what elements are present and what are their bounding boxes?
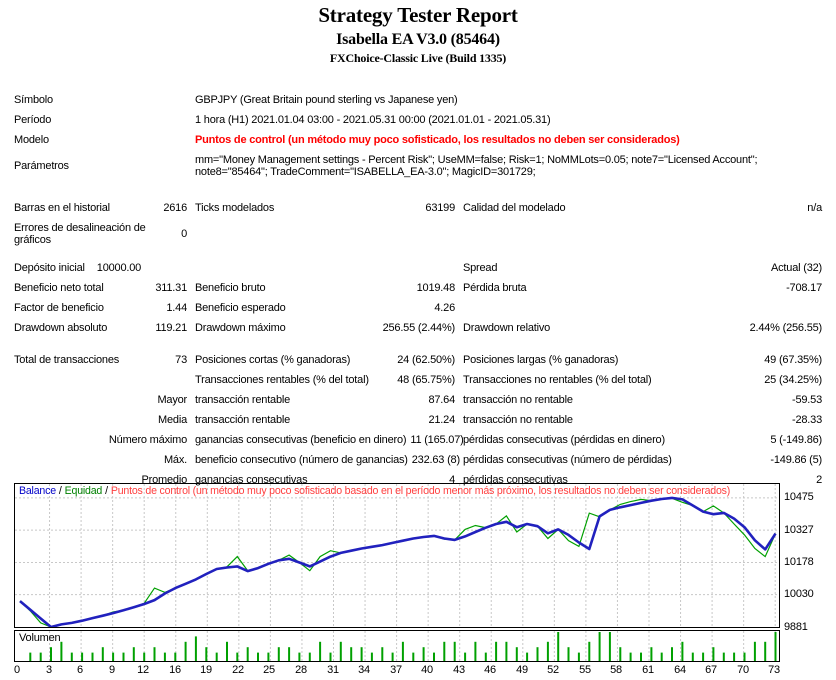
info-row-label-cell bbox=[14, 114, 187, 126]
stat-value: 21.24 bbox=[428, 414, 455, 426]
y-axis-label: 10178 bbox=[784, 556, 814, 568]
stats-row bbox=[14, 218, 822, 250]
stat-label: beneficio consecutivo (número de ganancias) bbox=[195, 454, 408, 466]
stat-label: Errores de desalineación de gráficos bbox=[14, 222, 146, 246]
info-row bbox=[14, 130, 822, 150]
spacer bbox=[14, 250, 822, 258]
stat-value: 1019.48 bbox=[416, 282, 455, 294]
stat-label: pérdidas consecutivas (número de pérdidas) bbox=[463, 454, 672, 466]
stats-pair bbox=[14, 222, 187, 246]
stat-label: pérdidas consecutivas bbox=[463, 474, 568, 486]
balance-chart-svg bbox=[15, 484, 779, 627]
stats-pair bbox=[14, 414, 187, 426]
stat-value: 48 (65.75%) bbox=[397, 374, 455, 386]
volume-label: Volumen bbox=[19, 632, 61, 644]
stat-value: -28.33 bbox=[792, 414, 822, 426]
x-axis-label: 34 bbox=[358, 664, 370, 676]
x-axis-label: 40 bbox=[421, 664, 433, 676]
info-row bbox=[14, 150, 822, 182]
stats-pair bbox=[187, 414, 455, 426]
stat-value: 2.44% (256.55) bbox=[749, 322, 822, 334]
stat-label: Drawdown relativo bbox=[463, 322, 551, 334]
stat-label: transacción no rentable bbox=[463, 414, 573, 426]
stats-pair bbox=[455, 374, 822, 386]
x-axis-label: 61 bbox=[642, 664, 654, 676]
stats-pair bbox=[455, 394, 822, 406]
x-axis-label: 28 bbox=[295, 664, 307, 676]
info-value: mm="Money Management settings - Percent Risk"; UseMM=false; Risk=1; NoMMLots=0.05; note7="Licensed Account"; note8="85464"; TradeComment="ISABELLA_EA-3.0"; MagicID=301729; bbox=[195, 154, 758, 178]
stats-pair bbox=[187, 454, 460, 466]
stats-pair bbox=[187, 354, 455, 366]
stat-label: Total de transacciones bbox=[14, 354, 120, 366]
stat-value: n/a bbox=[807, 202, 822, 214]
stat-value: 24 (62.50%) bbox=[397, 354, 455, 366]
stat-label: pérdidas consecutivas (pérdidas en dinero) bbox=[463, 434, 665, 446]
stat-label: Drawdown absoluto bbox=[14, 322, 108, 334]
x-axis-label: 64 bbox=[674, 664, 686, 676]
x-axis-label: 9 bbox=[109, 664, 115, 676]
stats-row bbox=[14, 318, 822, 338]
stat-value: Mayor bbox=[157, 394, 187, 406]
stats-pair bbox=[455, 354, 822, 366]
stat-value: -59.53 bbox=[792, 394, 822, 406]
stat-label: Beneficio bruto bbox=[195, 282, 266, 294]
legend-balance-label: Balance bbox=[19, 485, 56, 497]
balance-chart-panel bbox=[14, 483, 780, 628]
stats-pair bbox=[14, 282, 187, 294]
info-row bbox=[14, 90, 822, 110]
spacer bbox=[14, 338, 822, 350]
stat-value: 5 (-149.86) bbox=[770, 434, 822, 446]
stat-label: transacción rentable bbox=[195, 394, 291, 406]
stats-pair bbox=[455, 414, 822, 426]
stat-label: Drawdown máximo bbox=[195, 322, 286, 334]
stat-value: 311.31 bbox=[155, 282, 187, 294]
stats-row bbox=[14, 370, 822, 390]
stat-value: 0 bbox=[181, 228, 187, 240]
y-axis-label: 9881 bbox=[784, 621, 808, 633]
info-label: Período bbox=[14, 114, 52, 126]
y-axis-label: 10475 bbox=[784, 491, 814, 503]
ea-name: Isabella EA V3.0 (85464) bbox=[336, 31, 500, 48]
info-row-label-cell bbox=[14, 160, 187, 172]
info-row bbox=[14, 110, 822, 130]
stat-label: Posiciones largas (% ganadoras) bbox=[463, 354, 619, 366]
stat-value: 11 (165.07) bbox=[410, 434, 464, 446]
info-label: Parámetros bbox=[14, 160, 69, 172]
info-value: GBPJPY (Great Britain pound sterling vs Japanese yen) bbox=[195, 94, 458, 106]
stat-label: Pérdida bruta bbox=[463, 282, 527, 294]
x-axis-label: 3 bbox=[46, 664, 52, 676]
x-axis-label: 49 bbox=[516, 664, 528, 676]
x-axis-label: 6 bbox=[77, 664, 83, 676]
stat-value: 10000.00 bbox=[96, 262, 142, 274]
x-axis-label: 58 bbox=[610, 664, 622, 676]
stat-label: transacción no rentable bbox=[463, 394, 573, 406]
stat-value: 73 bbox=[175, 354, 187, 366]
info-row-label-cell bbox=[14, 134, 187, 146]
spacer bbox=[14, 182, 822, 190]
stats-pair bbox=[455, 202, 822, 214]
stats-pair bbox=[14, 354, 187, 366]
stats-row bbox=[14, 198, 822, 218]
y-axis-label: 10030 bbox=[784, 588, 814, 600]
stats-row bbox=[14, 430, 822, 450]
info-row-label-cell bbox=[14, 94, 187, 106]
stats-row bbox=[14, 410, 822, 430]
stats-pair bbox=[455, 454, 822, 466]
stat-label: Beneficio neto total bbox=[14, 282, 104, 294]
stats-pair bbox=[455, 434, 822, 446]
stats-pair bbox=[187, 202, 455, 214]
info-label: Símbolo bbox=[14, 94, 53, 106]
x-axis-label: 19 bbox=[200, 664, 212, 676]
stat-label: Posiciones cortas (% ganadoras) bbox=[195, 354, 351, 366]
chart-legend bbox=[19, 485, 777, 497]
stats-pair bbox=[187, 374, 455, 386]
x-axis-label: 67 bbox=[705, 664, 717, 676]
stats-pair bbox=[455, 262, 822, 274]
report-header bbox=[0, 2, 836, 66]
stat-value: Máx. bbox=[163, 454, 187, 466]
x-axis-label: 25 bbox=[263, 664, 275, 676]
stats-pair bbox=[455, 322, 822, 334]
stats-pair bbox=[14, 394, 187, 406]
stats-row bbox=[14, 390, 822, 410]
spacer bbox=[14, 190, 822, 198]
stat-label: ganancias consecutivas bbox=[195, 474, 308, 486]
stat-value: Actual (32) bbox=[771, 262, 822, 274]
stats-row bbox=[14, 450, 822, 470]
legend-separator: / bbox=[58, 485, 62, 497]
stat-value: 119.21 bbox=[155, 322, 187, 334]
x-axis-label: 43 bbox=[453, 664, 465, 676]
stat-value: -149.86 (5) bbox=[770, 454, 822, 466]
legend-equity-label: Equidad bbox=[64, 485, 103, 497]
report-title: Strategy Tester Report bbox=[318, 3, 518, 27]
stat-value: Media bbox=[158, 414, 187, 426]
x-axis-label: 12 bbox=[137, 664, 149, 676]
stat-label: transacción rentable bbox=[195, 414, 291, 426]
stat-value: Número máximo bbox=[108, 434, 187, 446]
stat-label: ganancias consecutivas (beneficio en dinero) bbox=[195, 434, 407, 446]
stat-value: Promedio bbox=[141, 474, 187, 486]
stats-row bbox=[14, 278, 822, 298]
stats-pair bbox=[187, 394, 455, 406]
x-axis-label: 0 bbox=[14, 664, 20, 676]
stat-label: Factor de beneficio bbox=[14, 302, 104, 314]
stat-value: 2616 bbox=[163, 202, 187, 214]
stat-value: 87.64 bbox=[428, 394, 455, 406]
volume-chart-panel bbox=[14, 630, 780, 662]
stat-value: 1.44 bbox=[166, 302, 187, 314]
stat-value: 63199 bbox=[425, 202, 455, 214]
stat-label: Transacciones no rentables (% del total) bbox=[463, 374, 652, 386]
info-value: 1 hora (H1) 2021.01.04 03:00 - 2021.05.31 00:00 (2021.01.01 - 2021.05.31) bbox=[195, 114, 551, 126]
stat-label: Spread bbox=[463, 262, 498, 274]
stats-pair bbox=[187, 434, 464, 446]
stats-row bbox=[14, 298, 822, 318]
y-axis-label: 10327 bbox=[784, 524, 814, 536]
stats-pair bbox=[455, 282, 822, 294]
stat-value: 232.63 (8) bbox=[411, 454, 460, 466]
x-axis-label: 52 bbox=[547, 664, 559, 676]
stat-label: Beneficio esperado bbox=[195, 302, 286, 314]
stats-pair bbox=[14, 454, 187, 466]
x-axis-label: 16 bbox=[169, 664, 181, 676]
stats-pair bbox=[14, 202, 187, 214]
stat-value: 256.55 (2.44%) bbox=[382, 322, 455, 334]
report-table bbox=[14, 90, 822, 490]
server-build: FXChoice-Classic Live (Build 1335) bbox=[329, 51, 507, 65]
stat-value: 4.26 bbox=[434, 302, 455, 314]
stats-row bbox=[14, 350, 822, 370]
stats-pair bbox=[14, 434, 187, 446]
stat-label: Depósito inicial bbox=[14, 262, 85, 274]
stats-pair bbox=[14, 302, 187, 314]
x-axis-label: 70 bbox=[737, 664, 749, 676]
x-axis-label: 73 bbox=[768, 664, 780, 676]
stats-pair bbox=[187, 282, 455, 294]
stats-pair bbox=[187, 302, 455, 314]
stat-value: -708.17 bbox=[786, 282, 822, 294]
stat-label: Transacciones rentables (% del total) bbox=[195, 374, 369, 386]
legend-separator: / bbox=[105, 485, 108, 497]
stat-label: Calidad del modelado bbox=[463, 202, 566, 214]
x-axis-label: 55 bbox=[579, 664, 591, 676]
stat-value: 49 (67.35%) bbox=[764, 354, 822, 366]
stat-value: 4 bbox=[449, 474, 455, 486]
stats-row bbox=[14, 258, 822, 278]
stat-value: 2 bbox=[816, 474, 822, 486]
x-axis-label: 22 bbox=[232, 664, 244, 676]
info-value: Puntos de control (un método muy poco sofisticado, los resultados no deben ser considerados) bbox=[195, 134, 680, 146]
stats-pair bbox=[187, 322, 455, 334]
info-label: Modelo bbox=[14, 134, 49, 146]
x-axis-label: 46 bbox=[484, 664, 496, 676]
stat-label: Ticks modelados bbox=[195, 202, 275, 214]
volume-chart-svg bbox=[15, 631, 779, 661]
balance-line bbox=[20, 498, 776, 627]
legend-model-note: Puntos de control (un método muy poco sofisticado basado en el período menor más próximo, los resultados no deben ser considerados) bbox=[110, 485, 731, 497]
stats-pair bbox=[14, 262, 187, 274]
x-axis-label: 37 bbox=[390, 664, 402, 676]
stat-value: 25 (34.25%) bbox=[764, 374, 822, 386]
stats-pair bbox=[14, 322, 187, 334]
x-axis-label: 31 bbox=[327, 664, 339, 676]
stat-label: Barras en el historial bbox=[14, 202, 110, 214]
